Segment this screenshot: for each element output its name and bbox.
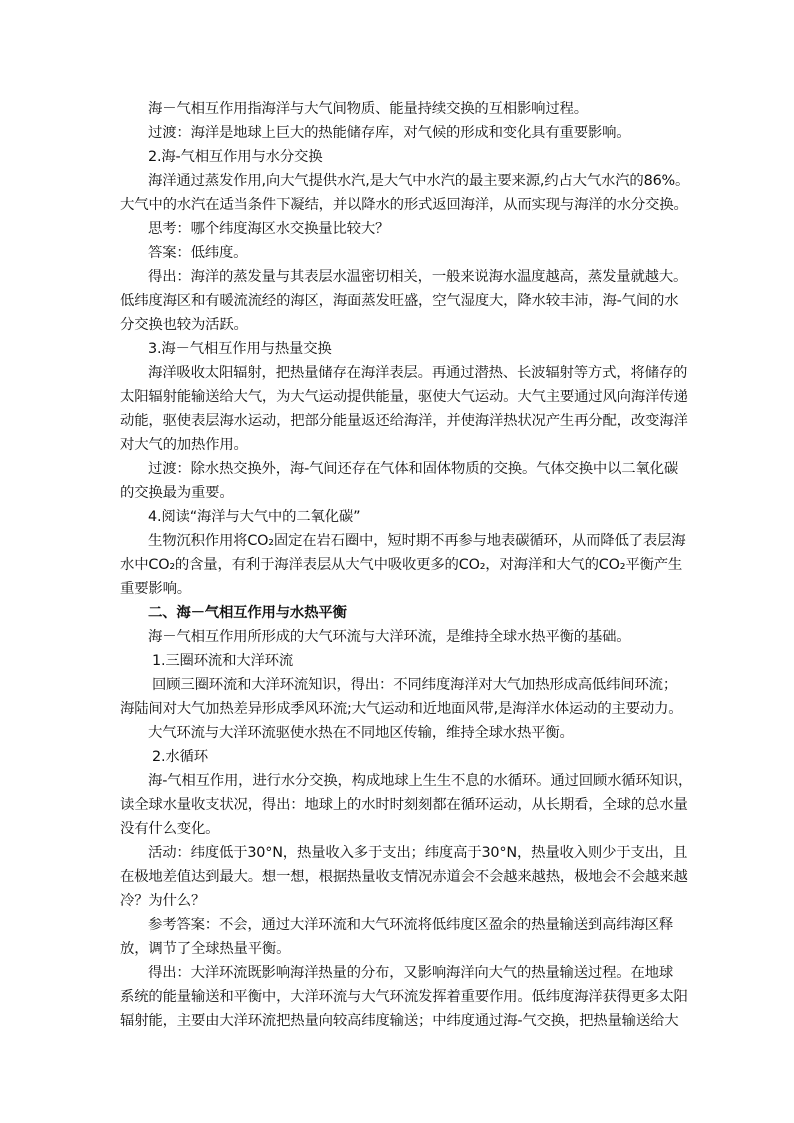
body-line: 在极地差值达到最大。想一想，根据热量收支情况赤道会不会越来越热，极地会不会越来越 xyxy=(120,869,688,885)
body-line: 大气环流与大洋环流驱使水热在不同地区传输，维持全球水热平衡。 xyxy=(148,725,574,741)
body-line: 系统的能量输送和平衡中，大洋环流与大气环流发挥着重要作用。低纬度海洋获得更多太阳 xyxy=(120,989,688,1005)
body-line: 海洋通过蒸发作用,向大气提供水汽,是大气中水汽的最主要来源,约占大气水汽的86%。 xyxy=(148,173,690,189)
section-heading: 4.阅读“海洋与大气中的二氧化碳” xyxy=(148,509,361,525)
body-line: 回顾三圈环流和大洋环流知识，得出：不同纬度海洋对大气加热形成高低纬间环流； xyxy=(152,677,678,693)
body-line: 得出：海洋的蒸发量与其表层水温密切相关，一般来说海水温度越高，蒸发量就越大。 xyxy=(148,269,688,285)
body-line: 生物沉积作用将CO₂固定在岩石圈中，短时期不再参与地表碳循环，从而降低了表层海 xyxy=(148,533,686,549)
body-line: 海－气相互作用所形成的大气环流与大洋环流，是维持全球水热平衡的基础。 xyxy=(148,629,631,645)
body-line: 活动：纬度低于30°N，热量收入多于支出；纬度高于30°N，热量收入则少于支出，且 xyxy=(148,845,688,861)
body-line: 海－气相互作用指海洋与大气间物质、能量持续交换的互相影响过程。 xyxy=(148,101,588,117)
body-line: 的交换最为重要。 xyxy=(120,485,234,501)
body-line: 对大气的加热作用。 xyxy=(120,437,248,453)
body-line: 水中CO₂的含量，有利于海洋表层从大气中吸收更多的CO₂，对海洋和大气的CO₂平衡产生 xyxy=(120,557,683,573)
body-line: 思考：哪个纬度海区水交换量比较大？ xyxy=(148,221,390,237)
section-heading: 1.三圈环流和大洋环流 xyxy=(152,653,294,669)
body-line: 太阳辐射能输送给大气，为大气运动提供能量，驱使大气运动。大气主要通过风向海洋传递 xyxy=(120,389,688,405)
body-line: 辐射能，主要由大洋环流把热量向较高纬度输送；中纬度通过海-气交换，把热量输送给大 xyxy=(120,1013,679,1029)
section-heading: 3.海－气相互作用与热量交换 xyxy=(148,341,332,357)
body-line: 答案：低纬度。 xyxy=(148,245,248,261)
body-line: 低纬度海区和有暖流流经的海区，海面蒸发旺盛，空气湿度大，降水较丰沛，海-气间的水 xyxy=(120,293,679,309)
body-line: 冷？为什么？ xyxy=(120,893,206,909)
body-line: 放，调节了全球热量平衡。 xyxy=(120,941,291,957)
section-heading: 2.水循环 xyxy=(152,749,208,765)
body-line: 海陆间对大气加热差异形成季风环流;大气运动和近地面风带,是海洋水体运动的主要动力。 xyxy=(120,701,683,717)
body-line: 得出：大洋环流既影响海洋热量的分布，又影响海洋向大气的热量输送过程。在地球 xyxy=(148,965,674,981)
body-line: 过渡：海洋是地球上巨大的热能储存库，对气候的形成和变化具有重要影响。 xyxy=(148,125,631,141)
body-line: 参考答案：不会，通过大洋环流和大气环流将低纬度区盈余的热量输送到高纬海区释 xyxy=(148,917,674,933)
section-heading: 2.海-气相互作用与水分交换 xyxy=(148,149,323,165)
chapter-heading: 二、海－气相互作用与水热平衡 xyxy=(148,605,347,621)
body-line: 重要影响。 xyxy=(120,581,191,597)
body-line: 动能，驱使表层海水运动，把部分能量返还给海洋，并使海洋热状况产生再分配，改变海洋 xyxy=(120,413,688,429)
body-line: 海洋吸收太阳辐射，把热量储存在海洋表层。再通过潜热、长波辐射等方式，将储存的 xyxy=(148,365,688,381)
body-line: 分交换也较为活跃。 xyxy=(120,317,248,333)
body-line: 读全球水量收支状况，得出：地球上的水时时刻刻都在循环运动，从长期看，全球的总水量 xyxy=(120,797,688,813)
body-line: 过渡：除水热交换外，海-气间还存在气体和固体物质的交换。气体交换中以二氧化碳 xyxy=(148,461,679,477)
body-line: 没有什么变化。 xyxy=(120,821,220,837)
body-line: 海-气相互作用，进行水分交换，构成地球上生生不息的水循环。通过回顾水循环知识， xyxy=(148,773,693,789)
body-line: 大气中的水汽在适当条件下凝结，并以降水的形式返回海洋，从而实现与海洋的水分交换。 xyxy=(120,197,688,213)
